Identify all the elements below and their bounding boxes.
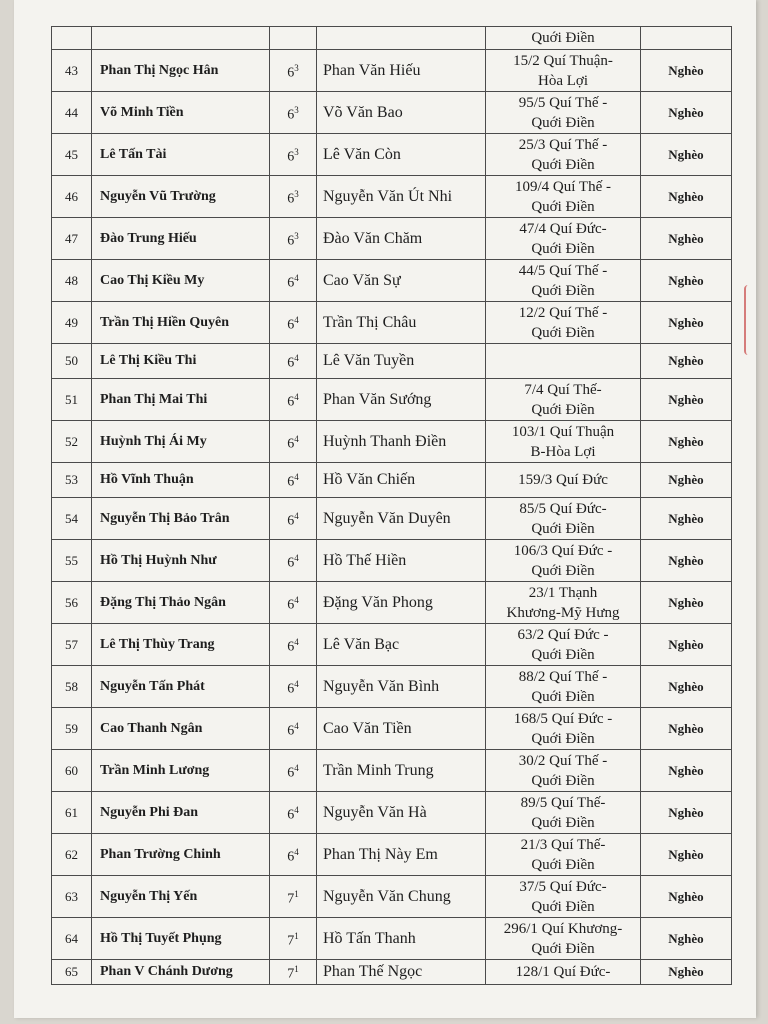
parent-cell: Nguyễn Văn Bình <box>317 666 486 708</box>
class-number: 6 <box>287 317 295 333</box>
address-cell: 128/1 Quí Đức- <box>486 960 641 985</box>
class-cell <box>270 708 317 750</box>
class-section: 4 <box>294 762 299 773</box>
class-cell <box>270 134 317 176</box>
stt-cell: 46 <box>52 176 92 218</box>
status-cell: Nghèo <box>641 876 732 918</box>
address-cell: 89/5 Quí Thế- Quới Điền <box>486 792 641 834</box>
class-number: 6 <box>287 474 295 490</box>
class-cell <box>270 666 317 708</box>
class-cell <box>270 176 317 218</box>
class-number: 6 <box>287 65 295 81</box>
status-cell: Nghèo <box>641 421 732 463</box>
stt-cell: 48 <box>52 260 92 302</box>
name-cell: Hồ Vĩnh Thuận <box>92 463 270 498</box>
class-cell <box>270 92 317 134</box>
name-cell: Trần Minh Lương <box>92 750 270 792</box>
address-cell: 37/5 Quí Đức- Quới Điền <box>486 876 641 918</box>
parent-cell: Cao Văn Sự <box>317 260 486 302</box>
class-section: 1 <box>294 888 299 899</box>
red-ink-mark <box>744 285 764 355</box>
stt-cell: 53 <box>52 463 92 498</box>
parent-cell: Huỳnh Thanh Điền <box>317 421 486 463</box>
stt-cell: 56 <box>52 582 92 624</box>
class-cell <box>270 918 317 960</box>
name-cell: Lê Tấn Tài <box>92 134 270 176</box>
parent-cell: Nguyễn Văn Út Nhi <box>317 176 486 218</box>
table-row <box>52 834 732 876</box>
class-number: 6 <box>287 597 295 613</box>
class-section: 4 <box>294 594 299 605</box>
class-cell <box>270 421 317 463</box>
table-row <box>52 708 732 750</box>
table-row <box>52 379 732 421</box>
address-cell: 296/1 Quí Khương- Quới Điền <box>486 918 641 960</box>
class-cell <box>270 750 317 792</box>
table-row <box>52 582 732 624</box>
status-cell: Nghèo <box>641 834 732 876</box>
stt-cell: 50 <box>52 344 92 379</box>
table-row <box>52 876 732 918</box>
parent-cell: Trần Minh Trung <box>317 750 486 792</box>
table-row <box>52 624 732 666</box>
class-number: 7 <box>287 966 295 982</box>
status-cell: Nghèo <box>641 750 732 792</box>
parent-cell: Đào Văn Chăm <box>317 218 486 260</box>
class-cell <box>270 379 317 421</box>
parent-cell: Hồ Tấn Thanh <box>317 918 486 960</box>
class-section: 4 <box>294 433 299 444</box>
stt-cell: 63 <box>52 876 92 918</box>
address-cell: 85/5 Quí Đức- Quới Điền <box>486 498 641 540</box>
name-cell: Hồ Thị Huỳnh Như <box>92 540 270 582</box>
class-number: 6 <box>287 149 295 165</box>
class-section: 4 <box>294 552 299 563</box>
status-cell: Nghèo <box>641 960 732 985</box>
name-cell: Trần Thị Hiền Quyên <box>92 302 270 344</box>
stt-cell: 54 <box>52 498 92 540</box>
address-cell: 25/3 Quí Thế - Quới Điền <box>486 134 641 176</box>
status-cell: Nghèo <box>641 134 732 176</box>
class-section: 4 <box>294 510 299 521</box>
name-cell: Nguyễn Vũ Trường <box>92 176 270 218</box>
class-cell <box>270 792 317 834</box>
name-cell: Đặng Thị Thảo Ngân <box>92 582 270 624</box>
table-row <box>52 540 732 582</box>
address-cell: 21/3 Quí Thế- Quới Điền <box>486 834 641 876</box>
address-cell: 109/4 Quí Thế - Quới Điền <box>486 176 641 218</box>
parent-cell: Nguyễn Văn Duyên <box>317 498 486 540</box>
status-cell: Nghèo <box>641 666 732 708</box>
parent-cell: Nguyễn Văn Hà <box>317 792 486 834</box>
class-section: 4 <box>294 391 299 402</box>
class-section: 3 <box>294 188 299 199</box>
address-cell: 103/1 Quí Thuận B-Hòa Lợi <box>486 421 641 463</box>
stt-cell: 47 <box>52 218 92 260</box>
table-row <box>52 50 732 92</box>
stt-cell: 45 <box>52 134 92 176</box>
address-cell: 168/5 Quí Đức - Quới Điền <box>486 708 641 750</box>
address-cell: 63/2 Quí Đức - Quới Điền <box>486 624 641 666</box>
table-row <box>52 918 732 960</box>
name-cell: Lê Thị Kiều Thi <box>92 344 270 379</box>
status-cell: Nghèo <box>641 344 732 379</box>
status-cell: Nghèo <box>641 50 732 92</box>
parent-cell: Phan Thị Này Em <box>317 834 486 876</box>
address-cell: Quới Điền <box>486 27 641 50</box>
status-cell: Nghèo <box>641 463 732 498</box>
name-cell: Phan Thị Ngọc Hân <box>92 50 270 92</box>
table-row <box>52 302 732 344</box>
class-number: 6 <box>287 275 295 291</box>
address-cell <box>486 344 641 379</box>
status-cell: Nghèo <box>641 708 732 750</box>
class-number: 6 <box>287 723 295 739</box>
name-cell: Hồ Thị Tuyết Phụng <box>92 918 270 960</box>
name-cell: Huỳnh Thị Ái My <box>92 421 270 463</box>
table-row <box>52 27 732 50</box>
class-section: 4 <box>294 353 299 364</box>
class-number: 7 <box>287 891 295 907</box>
class-section: 1 <box>294 930 299 941</box>
stt-cell: 52 <box>52 421 92 463</box>
parent-cell: Phan Văn Sướng <box>317 379 486 421</box>
table-body <box>52 27 732 985</box>
class-section: 3 <box>294 230 299 241</box>
stt-cell: 49 <box>52 302 92 344</box>
stt-cell: 55 <box>52 540 92 582</box>
table-row <box>52 463 732 498</box>
address-cell: 7/4 Quí Thế- Quới Điền <box>486 379 641 421</box>
table-row <box>52 421 732 463</box>
class-section: 4 <box>294 314 299 325</box>
student-list-table <box>51 26 732 985</box>
parent-cell: Lê Văn Bạc <box>317 624 486 666</box>
class-number: 6 <box>287 555 295 571</box>
class-number: 6 <box>287 436 295 452</box>
name-cell: Nguyễn Thị Yến <box>92 876 270 918</box>
name-cell: Nguyễn Tấn Phát <box>92 666 270 708</box>
class-section: 4 <box>294 272 299 283</box>
stt-cell: 43 <box>52 50 92 92</box>
stt-cell: 60 <box>52 750 92 792</box>
table-row <box>52 666 732 708</box>
name-cell: Phan Trường Chinh <box>92 834 270 876</box>
class-number: 6 <box>287 513 295 529</box>
parent-cell: Phan Văn Hiếu <box>317 50 486 92</box>
parent-cell: Hồ Thế Hiền <box>317 540 486 582</box>
stt-cell: 62 <box>52 834 92 876</box>
status-cell: Nghèo <box>641 624 732 666</box>
status-cell <box>641 27 732 50</box>
parent-cell: Lê Văn Còn <box>317 134 486 176</box>
table-row <box>52 92 732 134</box>
name-cell: Lê Thị Thùy Trang <box>92 624 270 666</box>
table-row <box>52 218 732 260</box>
stt-cell: 61 <box>52 792 92 834</box>
class-section: 3 <box>294 146 299 157</box>
class-section: 4 <box>294 678 299 689</box>
class-cell <box>270 960 317 985</box>
address-cell: 15/2 Quí Thuận- Hòa Lợi <box>486 50 641 92</box>
name-cell: Đào Trung Hiếu <box>92 218 270 260</box>
status-cell: Nghèo <box>641 218 732 260</box>
name-cell: Nguyễn Thị Bảo Trân <box>92 498 270 540</box>
stt-cell <box>52 27 92 50</box>
status-cell: Nghèo <box>641 379 732 421</box>
class-section: 4 <box>294 472 299 483</box>
status-cell: Nghèo <box>641 582 732 624</box>
table-row <box>52 960 732 985</box>
stt-cell: 59 <box>52 708 92 750</box>
class-section: 4 <box>294 846 299 857</box>
table-row <box>52 344 732 379</box>
class-section: 4 <box>294 720 299 731</box>
name-cell <box>92 27 270 50</box>
class-number: 6 <box>287 233 295 249</box>
class-number: 6 <box>287 849 295 865</box>
status-cell: Nghèo <box>641 260 732 302</box>
parent-cell: Võ Văn Bao <box>317 92 486 134</box>
table-row <box>52 134 732 176</box>
table-row <box>52 750 732 792</box>
address-cell: 47/4 Quí Đức- Quới Điền <box>486 218 641 260</box>
class-cell <box>270 260 317 302</box>
table-row <box>52 792 732 834</box>
parent-cell <box>317 27 486 50</box>
class-cell <box>270 463 317 498</box>
address-cell: 95/5 Quí Thế - Quới Điền <box>486 92 641 134</box>
stt-cell: 51 <box>52 379 92 421</box>
class-number: 6 <box>287 107 295 123</box>
parent-cell: Trần Thị Châu <box>317 302 486 344</box>
class-number: 6 <box>287 355 295 371</box>
stt-cell: 57 <box>52 624 92 666</box>
table-row <box>52 260 732 302</box>
status-cell: Nghèo <box>641 302 732 344</box>
class-section: 3 <box>294 62 299 73</box>
parent-cell: Phan Thế Ngọc <box>317 960 486 985</box>
table-row <box>52 176 732 218</box>
class-section: 3 <box>294 104 299 115</box>
address-cell: 44/5 Quí Thế - Quới Điền <box>486 260 641 302</box>
status-cell: Nghèo <box>641 540 732 582</box>
table-row <box>52 498 732 540</box>
parent-cell: Lê Văn Tuyền <box>317 344 486 379</box>
stt-cell: 58 <box>52 666 92 708</box>
class-cell <box>270 834 317 876</box>
parent-cell: Hồ Văn Chiến <box>317 463 486 498</box>
address-cell: 159/3 Quí Đức <box>486 463 641 498</box>
address-cell: 12/2 Quí Thế - Quới Điền <box>486 302 641 344</box>
status-cell: Nghèo <box>641 92 732 134</box>
name-cell: Phan V Chánh Dương <box>92 960 270 985</box>
address-cell: 88/2 Quí Thế - Quới Điền <box>486 666 641 708</box>
class-number: 6 <box>287 807 295 823</box>
class-number: 7 <box>287 933 295 949</box>
stt-cell: 65 <box>52 960 92 985</box>
class-section: 4 <box>294 636 299 647</box>
status-cell: Nghèo <box>641 176 732 218</box>
class-cell <box>270 218 317 260</box>
parent-cell: Đặng Văn Phong <box>317 582 486 624</box>
status-cell: Nghèo <box>641 792 732 834</box>
parent-cell: Cao Văn Tiền <box>317 708 486 750</box>
class-cell <box>270 582 317 624</box>
class-number: 6 <box>287 639 295 655</box>
stt-cell: 64 <box>52 918 92 960</box>
class-cell <box>270 344 317 379</box>
name-cell: Cao Thanh Ngân <box>92 708 270 750</box>
status-cell: Nghèo <box>641 918 732 960</box>
class-cell <box>270 624 317 666</box>
name-cell: Võ Minh Tiền <box>92 92 270 134</box>
class-cell <box>270 302 317 344</box>
address-cell: 23/1 Thạnh Khương-Mỹ Hưng <box>486 582 641 624</box>
class-number: 6 <box>287 191 295 207</box>
status-cell: Nghèo <box>641 498 732 540</box>
class-cell <box>270 498 317 540</box>
name-cell: Cao Thị Kiều My <box>92 260 270 302</box>
name-cell: Phan Thị Mai Thi <box>92 379 270 421</box>
class-number: 6 <box>287 394 295 410</box>
class-number: 6 <box>287 681 295 697</box>
class-cell <box>270 540 317 582</box>
class-section: 1 <box>294 964 299 974</box>
class-cell <box>270 27 317 50</box>
name-cell: Nguyễn Phi Đan <box>92 792 270 834</box>
class-number: 6 <box>287 765 295 781</box>
class-cell <box>270 876 317 918</box>
class-cell <box>270 50 317 92</box>
parent-cell: Nguyễn Văn Chung <box>317 876 486 918</box>
class-section: 4 <box>294 804 299 815</box>
address-cell: 30/2 Quí Thế - Quới Điền <box>486 750 641 792</box>
address-cell: 106/3 Quí Đức - Quới Điền <box>486 540 641 582</box>
stt-cell: 44 <box>52 92 92 134</box>
